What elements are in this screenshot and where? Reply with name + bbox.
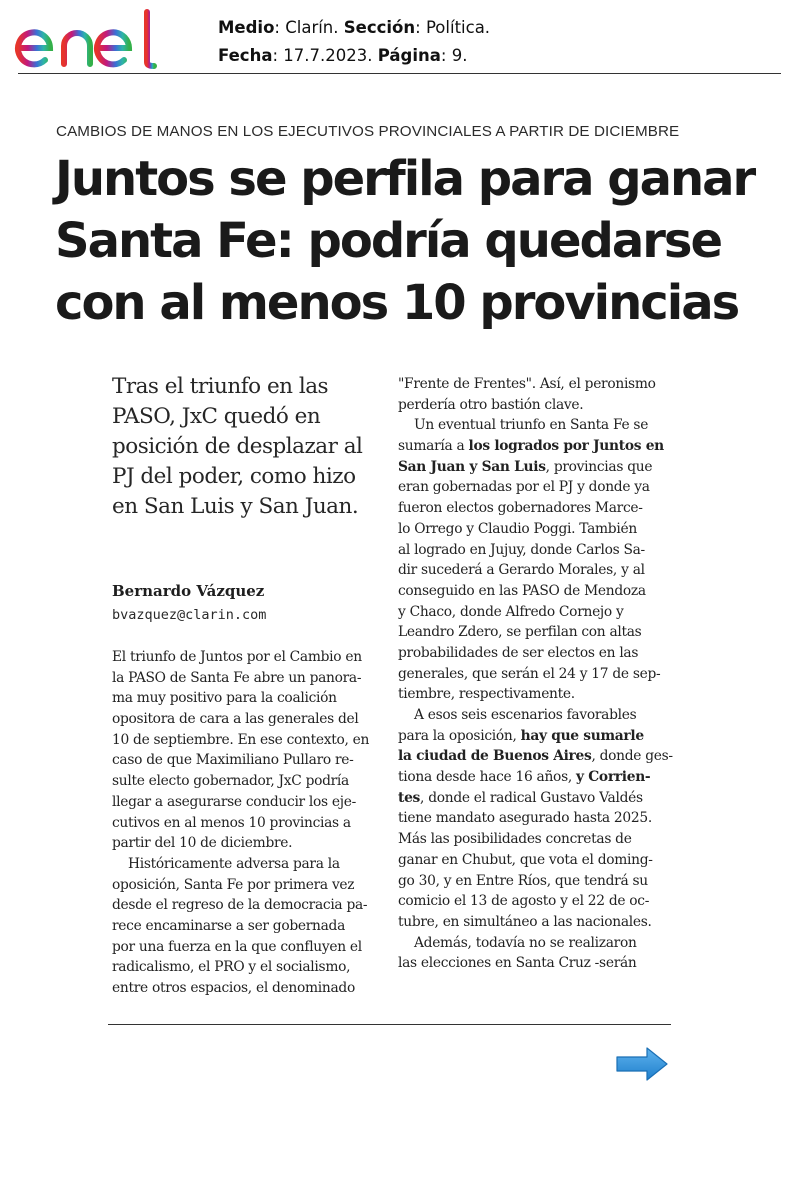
body-text: , provincias que [545, 458, 653, 475]
medio-line [218, 14, 490, 42]
headline-line: con al menos 10 provincias [55, 275, 739, 331]
body-line: la PASO de Santa Fe abre un panora- [112, 669, 362, 686]
body-line: dir sucederá a Gerardo Morales, y al [398, 562, 645, 579]
body-line: perdería otro bastión clave. [398, 396, 584, 413]
seccion-label: Sección [343, 18, 416, 37]
body-line: A esos seis escenarios favorables [414, 707, 637, 723]
headline-line: Santa Fe: podría quedarse [55, 213, 722, 269]
enel-logo [14, 4, 182, 72]
header-divider [18, 73, 781, 74]
body-column-1 [112, 647, 382, 999]
article-headline [55, 148, 770, 334]
body-line: ganar en Chubut, que vota el doming- [398, 851, 653, 868]
body-text: tiona desde hace 16 años, [398, 769, 577, 786]
medio-value: : Clarín. [274, 18, 344, 37]
article-kicker: CAMBIOS DE MANOS EN LOS EJECUTIVOS PROVINCIALES A PARTIR DE DICIEMBRE [56, 123, 680, 140]
body-line: Además, todavía no se realizaron [414, 934, 637, 951]
body-line: fueron electos gobernadores Marce- [398, 500, 643, 517]
body-line: partir del 10 de diciembre. [112, 835, 293, 852]
author-email: bvazquez@clarin.com [112, 607, 267, 623]
body-line: Un eventual triunfo en Santa Fe se [414, 417, 649, 434]
body-line: tiene mandato asegurado hasta 2025. [398, 810, 652, 827]
body-line: caso de que Maximiliano Pullaro re- [112, 752, 354, 769]
body-line: las elecciones en Santa Cruz -serán [398, 955, 637, 972]
fecha-label: Fecha [218, 46, 273, 65]
body-line: sulte electo gobernador, JxC podría [112, 773, 349, 790]
body-line: go 30, y en Entre Ríos, que tendrá su [398, 872, 648, 889]
author-name: Bernardo Vázquez [112, 582, 265, 600]
body-bold-text: la ciudad de Buenos Aires [398, 748, 592, 765]
body-line [398, 457, 668, 478]
article-bottom-divider [108, 1024, 671, 1025]
deck-line: PASO, JxC quedó en [112, 404, 321, 429]
article-deck [112, 372, 382, 522]
body-line: tubre, en simultáneo a las nacionales. [398, 913, 652, 930]
body-line: rece encaminarse a ser gobernada [112, 917, 346, 934]
fecha-line [218, 42, 490, 70]
source-metadata [218, 14, 490, 70]
body-column-2 [398, 374, 673, 974]
body-line: tiembre, respectivamente. [398, 686, 575, 703]
body-line: opositora de cara a las generales del [112, 711, 359, 728]
deck-line: Tras el triunfo en las [112, 374, 329, 399]
body-line [398, 767, 668, 788]
body-line: probabilidades de ser electos en las [398, 644, 639, 661]
right-arrow-icon[interactable] [615, 1045, 669, 1083]
body-line: conseguido en las PASO de Mendoza [398, 582, 646, 599]
body-line: llegar a asegurarse conducir los eje- [112, 793, 356, 810]
body-line [398, 726, 668, 747]
body-line [398, 436, 668, 457]
deck-line: PJ del poder, como hizo [112, 464, 356, 489]
body-bold-text: los logrados por Juntos en [468, 438, 664, 455]
body-line: ma muy positivo para la coalición [112, 690, 337, 707]
body-line: por una fuerza en la que confluyen el [112, 938, 362, 955]
seccion-value: : Política. [415, 18, 491, 37]
fecha-value: : 17.7.2023. [272, 46, 378, 65]
body-line: "Frente de Frentes". Así, el peronismo [398, 376, 656, 392]
deck-line: posición de desplazar al [112, 434, 363, 459]
body-line: comicio el 13 de agosto y el 22 de oc- [398, 893, 650, 910]
body-bold-text: tes [398, 789, 421, 806]
body-line: Leandro Zdero, se perfilan con altas [398, 624, 642, 641]
body-line: oposición, Santa Fe por primera vez [112, 876, 355, 893]
medio-label: Medio [218, 18, 275, 37]
body-line: El triunfo de Juntos por el Cambio en [112, 649, 362, 665]
body-line: lo Orrego y Claudio Poggi. También [398, 520, 637, 537]
body-line [398, 788, 668, 809]
body-text: , donde ges- [591, 748, 673, 765]
headline-line: Juntos se perfila para ganar [55, 151, 755, 207]
body-text: para la oposición, [398, 727, 521, 744]
body-text: , donde el radical Gustavo Valdés [420, 789, 643, 806]
pagina-value: : 9. [440, 46, 468, 65]
body-line: y Chaco, donde Alfredo Cornejo y [398, 603, 624, 620]
body-line: generales, que serán el 24 y 17 de sep- [398, 665, 661, 682]
body-line: eran gobernadas por el PJ y donde ya [398, 479, 650, 496]
body-line: cutivos en al menos 10 provincias a [112, 814, 351, 831]
body-line: 10 de septiembre. En ese contexto, en [112, 731, 370, 748]
deck-line: en San Luis y San Juan. [112, 494, 359, 519]
body-line: Más las posibilidades concretas de [398, 831, 632, 848]
body-line: al logrado en Jujuy, donde Carlos Sa- [398, 541, 645, 558]
pagina-label: Página [377, 46, 441, 65]
body-line [398, 746, 673, 767]
body-bold-text: hay que sumarle [520, 727, 644, 744]
body-text: sumaría a [398, 438, 469, 455]
body-bold-text: y Corrien- [576, 769, 651, 786]
body-line: desde el regreso de la democracia pa- [112, 897, 368, 914]
body-line: entre otros espacios, el denominado [112, 980, 355, 996]
body-line: radicalismo, el PRO y el socialismo, [112, 959, 351, 976]
body-bold-text: San Juan y San Luis [398, 458, 546, 475]
body-line: Históricamente adversa para la [128, 855, 340, 872]
